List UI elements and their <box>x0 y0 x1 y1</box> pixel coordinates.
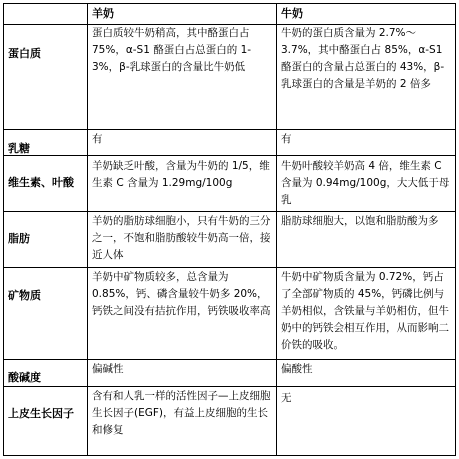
table-border-right <box>455 3 456 456</box>
row-divider <box>3 386 456 387</box>
row-label-protein: 蛋白质 <box>8 47 41 60</box>
cell-goat-minerals: 羊奶中矿物质较多，总含量为 0.85%，钙、磷含量较牛奶多 20%，钙铁之间没有拮抗作用，钙铁吸收率高 <box>92 271 271 317</box>
row-divider <box>3 359 456 360</box>
cell-goat-egf: 含有和人乳一样的活性因子—上皮细胞生长因子(EGF)，有益上皮细胞的生长和修复 <box>92 390 271 436</box>
column-divider <box>87 3 88 456</box>
cell-cow-egf: 无 <box>281 392 292 404</box>
row-divider <box>3 267 456 268</box>
comparison-table <box>3 3 456 456</box>
row-label-ph: 酸碱度 <box>8 371 41 384</box>
cell-goat-ph: 偏碱性 <box>92 363 124 375</box>
cell-goat-fat: 羊奶的脂肪球细胞小，只有牛奶的三分之一，不饱和脂肪酸较牛奶高一倍，接近人体 <box>92 215 271 261</box>
header-cow-milk: 牛奶 <box>281 7 303 20</box>
cell-cow-vitamin-folate: 牛奶叶酸较羊奶高 4 倍，维生素 C 含量为 0.94mg/100g，大大低于母乳 <box>281 160 450 206</box>
cell-cow-minerals: 牛奶中矿物质含量为 0.72%，钙占了全部矿物质的 45%，钙磷比例与羊奶相似，含铁量与羊奶相仿，但牛奶中的钙铁会相互作用，从而影响二价铁的吸收。 <box>281 271 449 351</box>
table-border-left <box>3 3 4 456</box>
cell-goat-lactose: 有 <box>92 133 103 145</box>
row-label-egf: 上皮生长因子 <box>8 407 74 420</box>
row-divider <box>3 211 456 212</box>
row-divider <box>3 129 456 130</box>
row-label-fat: 脂肪 <box>8 232 30 245</box>
cell-cow-lactose: 有 <box>281 133 292 145</box>
cell-cow-ph: 偏酸性 <box>281 363 313 375</box>
row-label-vitamin-folate: 维生素、叶酸 <box>8 176 74 189</box>
row-label-lactose: 乳糖 <box>8 142 30 155</box>
cell-goat-vitamin-folate: 羊奶缺乏叶酸，含量为牛奶的 1/5，维生素 C 含量为 1.29mg/100g <box>92 160 270 189</box>
header-goat-milk: 羊奶 <box>92 7 114 20</box>
row-label-minerals: 矿物质 <box>8 289 41 302</box>
cell-cow-protein: 牛奶的蛋白质含量为 2.7%～3.7%，其中酪蛋白占 85%，α-S1 酪蛋白的含量占总蛋白的 43%，β-乳球蛋白的含量是羊奶的 2 倍多 <box>281 27 445 90</box>
cell-cow-fat: 脂肪球细胞大，以饱和脂肪酸为多 <box>281 215 439 227</box>
table-border-bottom <box>3 455 456 456</box>
column-divider <box>276 3 277 456</box>
cell-goat-protein: 蛋白质较牛奶稍高，其中酪蛋白占 75%，α-S1 酪蛋白占总蛋白的 1-3%，β-乳球蛋白的含量比牛奶低 <box>92 27 252 73</box>
table-border-top <box>3 3 456 4</box>
